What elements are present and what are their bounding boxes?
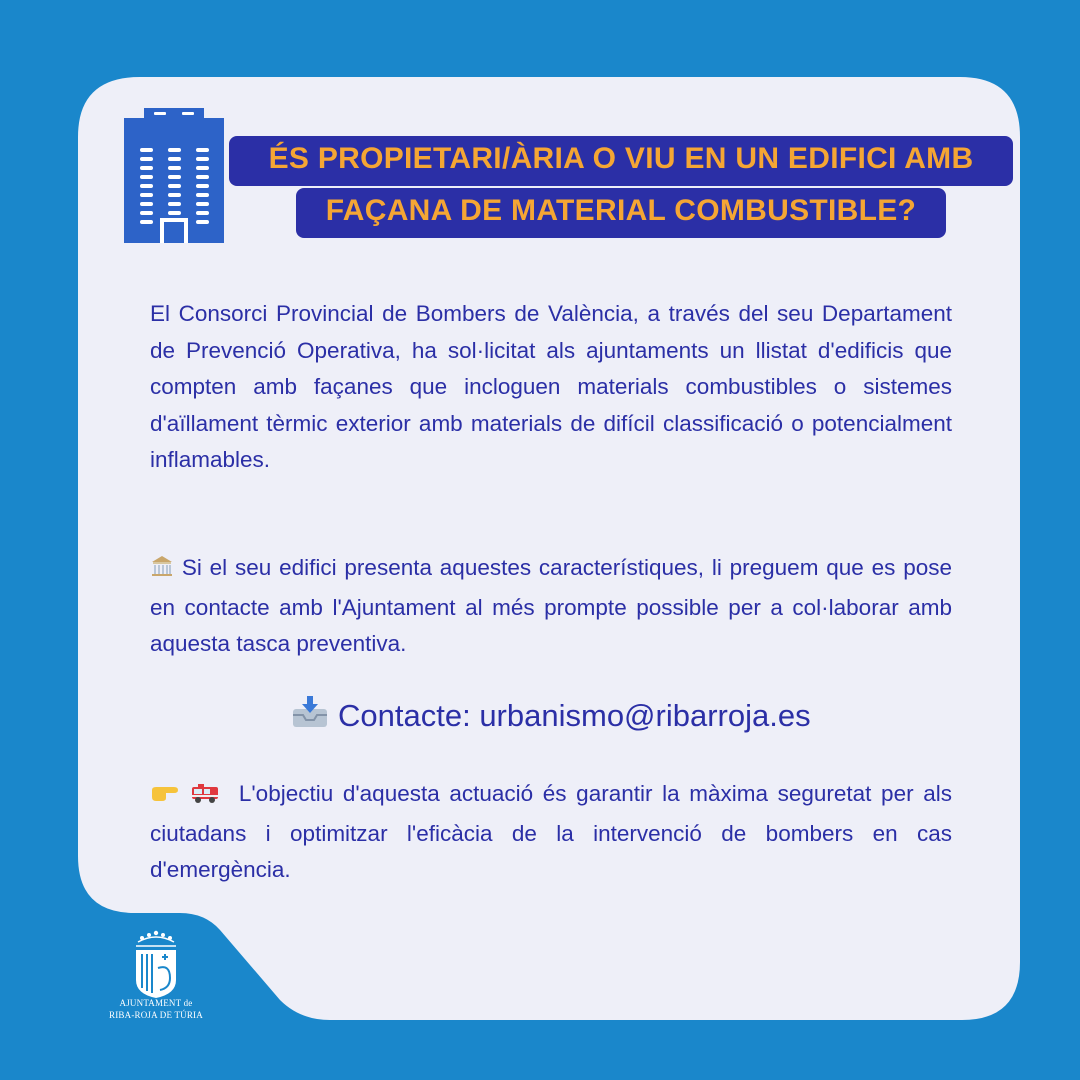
logo-text-line-1: AJUNTAMENT de — [119, 998, 193, 1008]
objective-paragraph — [150, 776, 952, 889]
office-building-icon — [124, 108, 224, 243]
title-line-1: ÉS PROPIETARI/ÀRIA O VIU EN UN EDIFICI AMB — [229, 136, 1013, 186]
logo-text-line-2: RIBA-ROJA DE TÚRIA — [109, 1010, 203, 1020]
instructions-paragraph — [150, 550, 952, 663]
objective-text: L'objectiu d'aquesta actuació és garantir la màxima seguretat per als ciutadans i optimitzar l'eficàcia de la intervenció de bombers en cas d'emergència. — [150, 781, 952, 882]
classical-building-emoji — [150, 553, 174, 590]
title-line-2: FAÇANA DE MATERIAL COMBUSTIBLE? — [296, 188, 946, 238]
pointing-right-emoji — [150, 779, 180, 816]
instructions-text: Si el seu edifici presenta aquestes característiques, li preguem que es pose en contacte amb l'Ajuntament al més prompte possible per a col·laborar amb aquesta tasca preventiva. — [150, 555, 952, 656]
fire-engine-emoji — [190, 779, 220, 816]
inbox-tray-emoji — [291, 695, 329, 741]
contact-line — [150, 694, 952, 741]
intro-paragraph: El Consorci Provincial de Bombers de València, a través del seu Departament de Prevenció Operativa, ha sol·licitat als ajuntaments un llistat d'edificis que compten amb façanes que incloguen materials combustibles o sistemes d'aïllament tèrmic exterior amb materials de difícil classificació o potencialment inflamables. — [150, 301, 952, 472]
contact-email[interactable]: Contacte: urbanismo@ribarroja.es — [338, 698, 811, 733]
